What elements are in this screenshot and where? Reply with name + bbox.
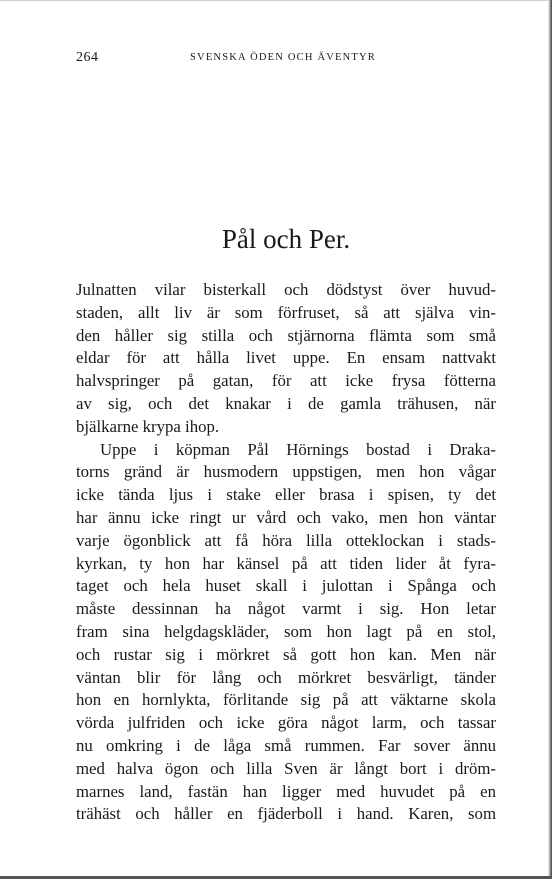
scan-edge-top	[0, 0, 552, 1]
text-line: har ännu icke ringt ur vård och vako, men hon väntar	[76, 507, 496, 527]
text-line: av sig, och det knakar i de gamla trähusen, när	[76, 393, 496, 413]
text-line: bjälkarne krypa ihop.	[76, 416, 220, 436]
page-header	[76, 50, 496, 70]
text-line: med halva ögon och lilla Sven är långt bort i dröm-	[76, 758, 496, 778]
text-line: varje ögonblick att få höra lilla otteklockan i stads-	[76, 530, 496, 550]
text-line: marnes land, fastän han ligger med huvudet på en	[76, 781, 496, 801]
text-line: eldar för att hålla livet uppe. En ensam nattvakt	[76, 348, 496, 368]
text-line: den håller sig stilla och stjärnorna flämta som små	[76, 325, 496, 345]
text-line: måste dessinnan ha något varmt i sig. Hon letar	[76, 599, 496, 619]
text-line: halvspringer på gatan, för att icke frysa fötterna	[76, 371, 496, 391]
chapter-title: Pål och Per.	[221, 224, 351, 254]
text-line: och rustar sig i mörkret så gott hon kan. Men när	[76, 644, 496, 664]
text-line: väntan blir för lång och mörkret besvärligt, tänder	[76, 667, 496, 687]
text-line: trähäst och håller en fjäderboll i hand. Karen, som	[76, 804, 496, 824]
text-line: vörda julfriden och icke göra något larm, och tassar	[76, 713, 496, 733]
scan-edge-right	[548, 0, 552, 879]
text-line: staden, allt liv är som förfruset, så att själva vin-	[76, 302, 496, 322]
page-number: 264	[76, 50, 99, 65]
text-line: Julnatten vilar bisterkall och dödstyst över huvud-	[76, 280, 496, 299]
text-line: torns gränd är husmodern uppstigen, men hon vågar	[76, 462, 496, 482]
text-line: hon en hornlykta, förlitande sig på att väktarne skola	[76, 690, 496, 710]
text-line: Uppe i köpman Pål Hörnings bostad i Draka-	[100, 439, 496, 459]
text-line: taget och hela huset skall i julottan i Spånga och	[76, 576, 496, 596]
text-line: nu omkring i de låga små rummen. Far sover ännu	[76, 735, 496, 755]
text-line: fram sina helgdagskläder, som hon lagt på en stol,	[76, 621, 496, 641]
text-line: icke tända ljus i stake eller brasa i spisen, ty det	[76, 485, 496, 505]
running-head: SVENSKA ÖDEN OCH ÄVENTYR	[190, 52, 377, 63]
text-line: kyrkan, ty hon har känsel på att tiden lider åt fyra-	[76, 553, 496, 573]
body-text	[76, 279, 496, 826]
